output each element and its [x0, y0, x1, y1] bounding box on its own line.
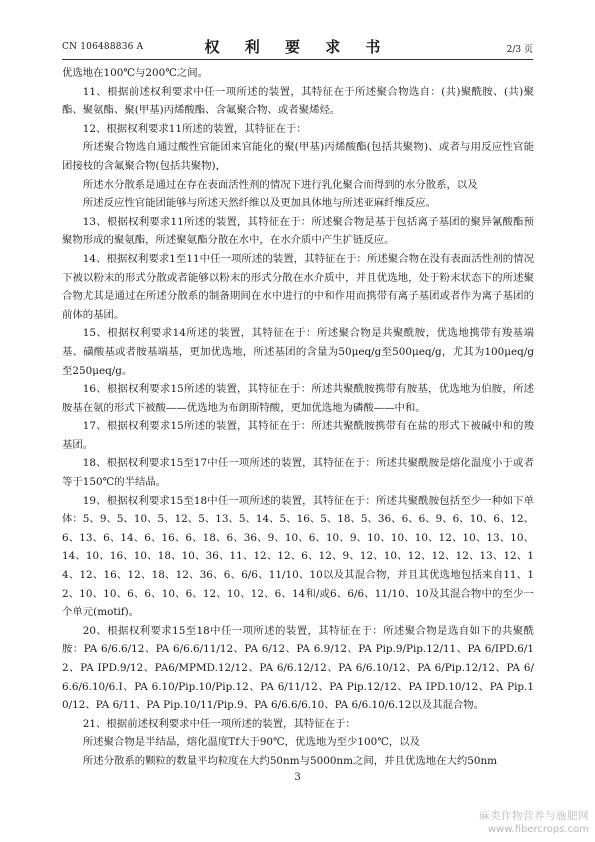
claim-17: 17、根据权利要求15所述的装置，其特征在于：所述共聚酰胺携带有在盐的形式下被碱中和的羧基团。 [62, 420, 534, 451]
claim-21-crystallinity-clause: 所述聚合物是半结晶，熔化温度Tf大于90℃，优选地为至少100℃，以及 [82, 736, 421, 749]
claim-10-continuation: 优选地在100℃与200℃之间。 [62, 67, 209, 79]
site-watermark [479, 810, 589, 836]
watermark-url: www.fibercrops.com [487, 824, 589, 835]
claim-16: 16、根据权利要求15所述的装置，其特征在于：所述共聚酰胺携带有胺基，优选地为伯胺，所述胺基在氨的形式下被酸——优选地为布朗斯特酸，更加优选地为磷酸——中和。 [62, 383, 534, 414]
claim-21: 21、根据前述权利要求中任一项所述的装置，其特征在于： [82, 717, 356, 730]
claim-12-dispersion-clause: 所述水分散系是通过在存在表面活性剂的情况下进行乳化聚合而得到的水分散系，以及 [82, 178, 478, 191]
claim-12-polymer-clause: 所述聚合物选自通过酸性官能团来官能化的聚(甲基)丙烯酸酯(包括共聚物)、或者与用反应性官能团接枝的含氟聚合物(包括共聚物)， [62, 141, 534, 172]
claim-15: 15、根据权利要求14所述的装置，其特征在于：所述聚合物是共聚酰胺，优选地携带有羧基端基、磺酸基或者胺基端基，更加优选地，所述基团的含量为50μeq/g至500μeq/g，尤其为100μeq/g至250μeq/g。 [62, 327, 534, 377]
claim-12-reactive-clause: 所述反应性官能团能够与所述天然纤维以及更加具体地与所述亚麻纤维反应。 [82, 197, 437, 210]
page-number: 3 [294, 772, 301, 783]
header-divider [62, 59, 533, 60]
claim-21-particle-size-clause: 所述分散系的颗粒的数量平均粒度在大约50nm与5000nm之间，并且优选地在大约50nm [82, 754, 498, 767]
claim-14: 14、根据权利要求1至11中任一项所述的装置，其特征在于：所述聚合物在没有表面活性剂的情况下被以粉末的形式分散或者能够以粉末的形式分散在水介质中，并且优选地，处于粉末状态下的所述聚合物尤其是通过在所述分散系的制备期间在水中进行的中和作用而携带有离子基团或者作为离子基团的前体的基团。 [62, 252, 534, 321]
watermark-site-name: 麻类作物营养与施肥网 [479, 810, 589, 822]
claim-20: 20、根据权利要求15至18中任一项所述的装置，其特征在于：所述聚合物是选自如下的共聚酰胺：PA 6/6.6/12、PA 6/6.6/11/12、PA 6/12、PA 6.9/12、PA Pip.9/Pip.12/11、PA 6/IPD.6/12、PA IPD.9/12、PA6/MPMD.12/12、PA 6/6.12/12、PA 6/6.10/12、PA 6/Pip.12/12、PA 6/6.6/6.10/6.I、PA 6.10/Pip.10/Pip.12、PA 6/11/12、PA Pip.12/12、PA IPD.10/12、PA Pip.10/12、PA 6/11、PA Pip.10/11/Pip.9、PA 6/6.6/6.10、PA 6/6.10/6.12以及其混合物。 [62, 624, 534, 712]
publication-number: CN 106488836 A [62, 42, 144, 52]
claim-12: 12、根据权利要求11所述的装置，其特征在于： [82, 122, 307, 135]
page-header [62, 36, 533, 58]
claim-18: 18、根据权利要求15至17中任一项所述的装置，其特征在于：所述共聚酰胺是熔化温度小于或者等于150℃的半结晶。 [62, 457, 534, 489]
claims-body [62, 64, 534, 771]
page-indicator: 2/3 页 [506, 45, 533, 55]
claim-19: 19、根据权利要求15至18中任一项所述的装置，其特征在于：所述共聚酰胺包括至少一种如下单体：5、9、5、10、5、12、5、13、5、14、5、16、5、18、5、36、6、6、9、6、10、6、12、6、13、6、14、6、16、6、18、6、36、9、10、6、10、9、10、10、10、12、10、13、10、14、10、16、10、18、10、36、11、12、12、6、12、9、12、10、12、12、12、13、12、14、12、16、12、18、12、36、6、6/6、11/10、10以及其混合物，并且其优选地包括来自11、12、10、10、6、6、10、6、12、10、12、6、14和/或6、6/6、11/10、10及其混合物中的至少一个单元(motif)。 [62, 494, 534, 619]
document-title: 权 利 要 求 书 [204, 38, 391, 56]
claim-11: 11、根据前述权利要求中任一项所述的装置，其特征在于所述聚合物选自：(共)聚酰胺、(共)聚酯、聚氨酯、聚(甲基)丙烯酸酯、含氟聚合物、或者聚烯烃。 [62, 85, 534, 117]
claim-13: 13、根据权利要求11所述的装置，其特征在于：所述聚合物是基于包括离子基团的聚异氰酸酯预聚物形成的聚氨酯，所述聚氨酯分散在水中，在水介质中产生扩链反应。 [62, 215, 534, 247]
